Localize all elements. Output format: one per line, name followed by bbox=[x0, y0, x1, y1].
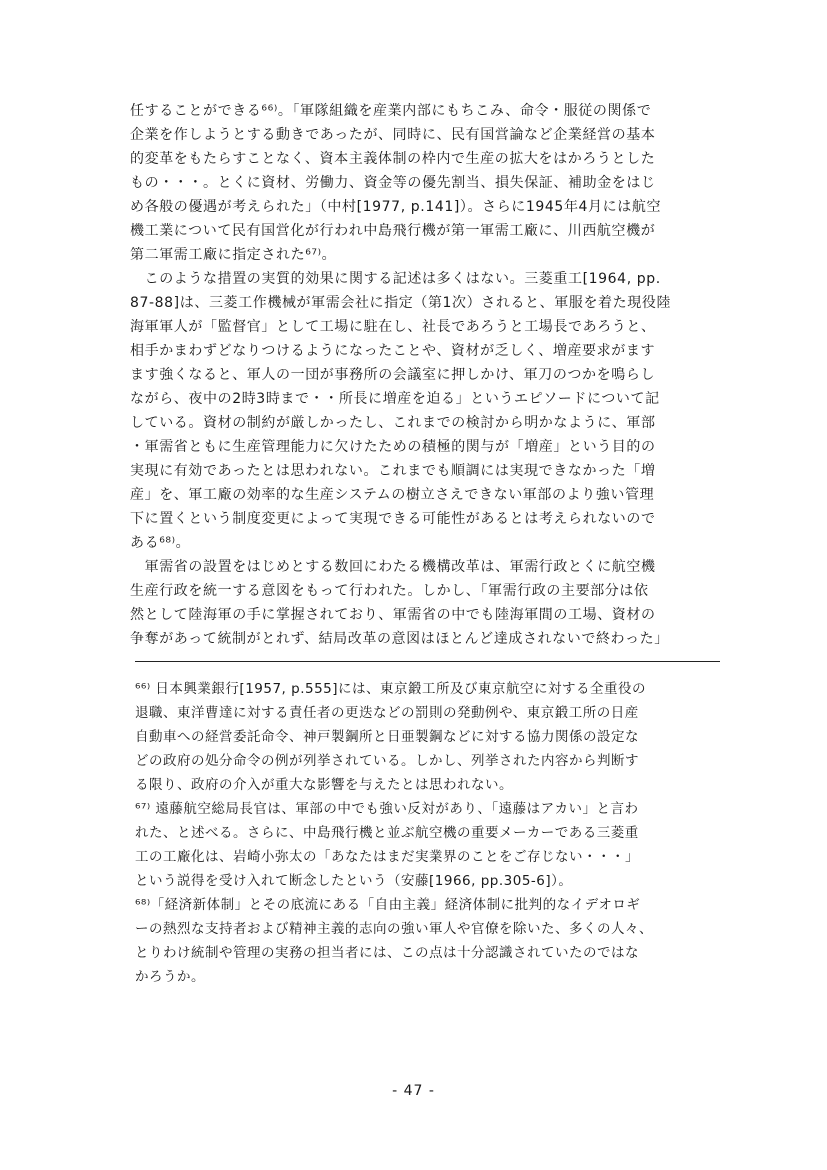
footnote-line: どの政府の処分命令の例が列挙されている。しかし、列挙された内容から判断す bbox=[135, 753, 639, 769]
footnote-line: という説得を受け入れて断念したという（安藤[1966, pp.305-6]）。 bbox=[135, 873, 573, 889]
body-line: 然として陸海軍の手に掌握されており、軍需省の中でも陸海軍間の工場、資材の bbox=[130, 607, 656, 623]
footnote-line: かろうか。 bbox=[135, 969, 205, 985]
body-line: 下に置くという制度変更によって実現できる可能性があるとは考えられないので bbox=[130, 511, 656, 527]
body-line: している。資材の制約が厳しかったし、これまでの検討から明かなように、軍部 bbox=[130, 415, 656, 431]
body-line: 的変革をもたらすことなく、資本主義体制の枠内で生産の拡大をはかろうとした bbox=[130, 151, 656, 167]
footnote-line: る限り、政府の介入が重大な影響を与えたとは思われない。 bbox=[135, 777, 513, 793]
body-line: ます強くなると、軍人の一団が事務所の会議室に押しかけ、軍刀のつかを鳴らし bbox=[130, 367, 656, 383]
footnote-line: れた、と述べる。さらに、中島飛行機と並ぶ航空機の重要メーカーである三菱重 bbox=[135, 825, 639, 841]
body-line: 任することができる⁶⁶⁾。「軍隊組織を産業内部にもちこみ、命令・服従の関係で bbox=[130, 103, 652, 119]
body-line: もの・・・。とくに資材、労働力、資金等の優先割当、損失保証、補助金をはじ bbox=[130, 175, 656, 191]
body-line: 企業を作しようとする動きであったが、同時に、民有国営論など企業経営の基本 bbox=[130, 127, 656, 143]
body-line: 軍需省の設置をはじめとする数回にわたる機構改革は、軍需行政とくに航空機 bbox=[130, 559, 656, 575]
footnote-line: とりわけ統制や管理の実務の担当者には、この点は十分認識されていたのではな bbox=[135, 945, 639, 961]
body-line: 相手かまわずどなりつけるようになったことや、資材が乏しく、増産要求がます bbox=[130, 343, 656, 359]
body-line: 第二軍需工廠に指定された⁶⁷⁾。 bbox=[130, 247, 337, 263]
body-line: 87-88]は、三菱工作機械が軍需会社に指定（第1次）されると、軍服を着た現役陸 bbox=[130, 295, 672, 311]
footnote-line: ーの熱烈な支持者および精神主義的志向の強い軍人や官僚を除いた、多くの人々、 bbox=[135, 921, 653, 937]
body-line: ある⁶⁸⁾。 bbox=[130, 535, 191, 551]
body-line: 海軍軍人が「監督官」として工場に駐在し、社長であろうと工場長であろうと、 bbox=[130, 319, 656, 335]
page-number: - 47 - bbox=[392, 1083, 435, 1099]
body-line: 争奪があって統制がとれず、結局改革の意図はほとんど達成されないで終わった」 bbox=[130, 631, 669, 647]
footnote-line: ⁶⁶⁾ 日本興業銀行[1957, p.555]には、東京鍛工所及び東京航空に対する全重役の bbox=[135, 681, 647, 697]
footnote-line: 工の工廠化は、岩崎小弥太の「あなたはまだ実業界のことをご存じない・・・」 bbox=[135, 849, 639, 865]
body-line: 実現に有効であったとは思われない。これまでも順調には実現できなかった「増 bbox=[130, 463, 656, 479]
footnote-rule bbox=[135, 661, 720, 662]
body-line: 産」を、軍工廠の効率的な生産システムの樹立さえできない軍部のより強い管理 bbox=[130, 487, 655, 503]
footnote-line: ⁶⁷⁾ 遠藤航空総局長官は、軍部の中でも強い反対があり、「遠藤はアカい」と言わ bbox=[135, 801, 639, 817]
body-line: 生産行政を統一する意図をもって行われた。しかし、「軍需行政の主要部分は依 bbox=[130, 583, 649, 599]
body-line: ・軍需省ともに生産管理能力に欠けたための積極的関与が「増産」という目的の bbox=[130, 439, 656, 455]
footnote-line: 自動車への経営委託命令、神戸製鋼所と日亜製鋼などに対する協力関係の設定な bbox=[135, 729, 639, 745]
body-line: 機工業について民有国営化が行われ中島飛行機が第一軍需工廠に、川西航空機が bbox=[130, 223, 656, 239]
body-line: ながら、夜中の2時3時まで・・所長に増産を迫る」というエピソードについて記 bbox=[130, 391, 660, 407]
footnote-line: 退職、東洋曹達に対する責任者の更迭などの罰則の発動例や、東京鍛工所の日産 bbox=[135, 705, 639, 721]
body-line: このような措置の実質的効果に関する記述は多くはない。三菱重工[1964, pp. bbox=[130, 271, 661, 287]
body-line: め各般の優遇が考えられた」（中村[1977, p.141]）。さらに1945年4月には航空 bbox=[130, 199, 662, 215]
footnote-line: ⁶⁸⁾「経済新体制」とその底流にある「自由主義」経済体制に批判的なイデオロギ bbox=[135, 897, 641, 913]
